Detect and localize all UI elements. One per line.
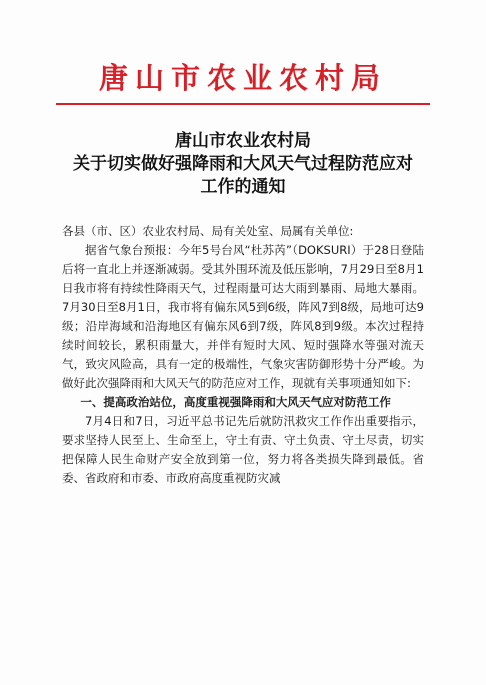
paragraph-forecast: 据省气象台预报：今年5号台风“杜苏芮”（DOKSURI）于28日登陆后将一直北上并逐渐减弱。受其外围环流及低压影响，7月29日至8月1日我市将有持续性降雨天气，过程雨量可达大雨到暴雨、局地大暴雨。7月30日至8月1日，我市将有偏东风5到6级，阵风7到8级，局地可达9级；沿岸海域和沿海地区有偏东风6到7级，阵风8到9级。本次过程持续时间较长，累积雨量大，并伴有短时大风、短时强降水等强对流天气，致灾风险高，具有一定的极端性，气象灾害防御形势十分严峻。为做好此次强降雨和大风天气的防范应对工作，现就有关事项通知如下: — [62, 243, 424, 390]
title-line-1: 唐山市农业农村局 — [175, 131, 311, 151]
section-heading-1: 一、提高政治站位，高度重视强降雨和大风天气应对防范工作 — [80, 395, 391, 409]
document-body — [62, 222, 424, 488]
masthead-red-rule — [56, 103, 430, 105]
title-line-3: 工作的通知 — [200, 177, 286, 197]
title-line-2: 关于切实做好强降雨和大风天气过程防范应对 — [73, 154, 413, 174]
salutation: 各县（市、区）农业农村局、局有关处室、局属有关单位: — [62, 224, 354, 238]
masthead-title: 唐山市农业农村局 — [98, 61, 387, 95]
paragraph-instructions: 7月4日和7日，习近平总书记先后就防汛救灾工作作出重要指示，要求坚持人民至上、生命至上，守土有责、守土负责、守土尽责，切实把保障人民生命财产安全放到第一位，努力将各类损失降到最低。省委、省政府和市委、市政府高度重视防灾减 — [62, 414, 424, 485]
document-title — [30, 130, 456, 199]
